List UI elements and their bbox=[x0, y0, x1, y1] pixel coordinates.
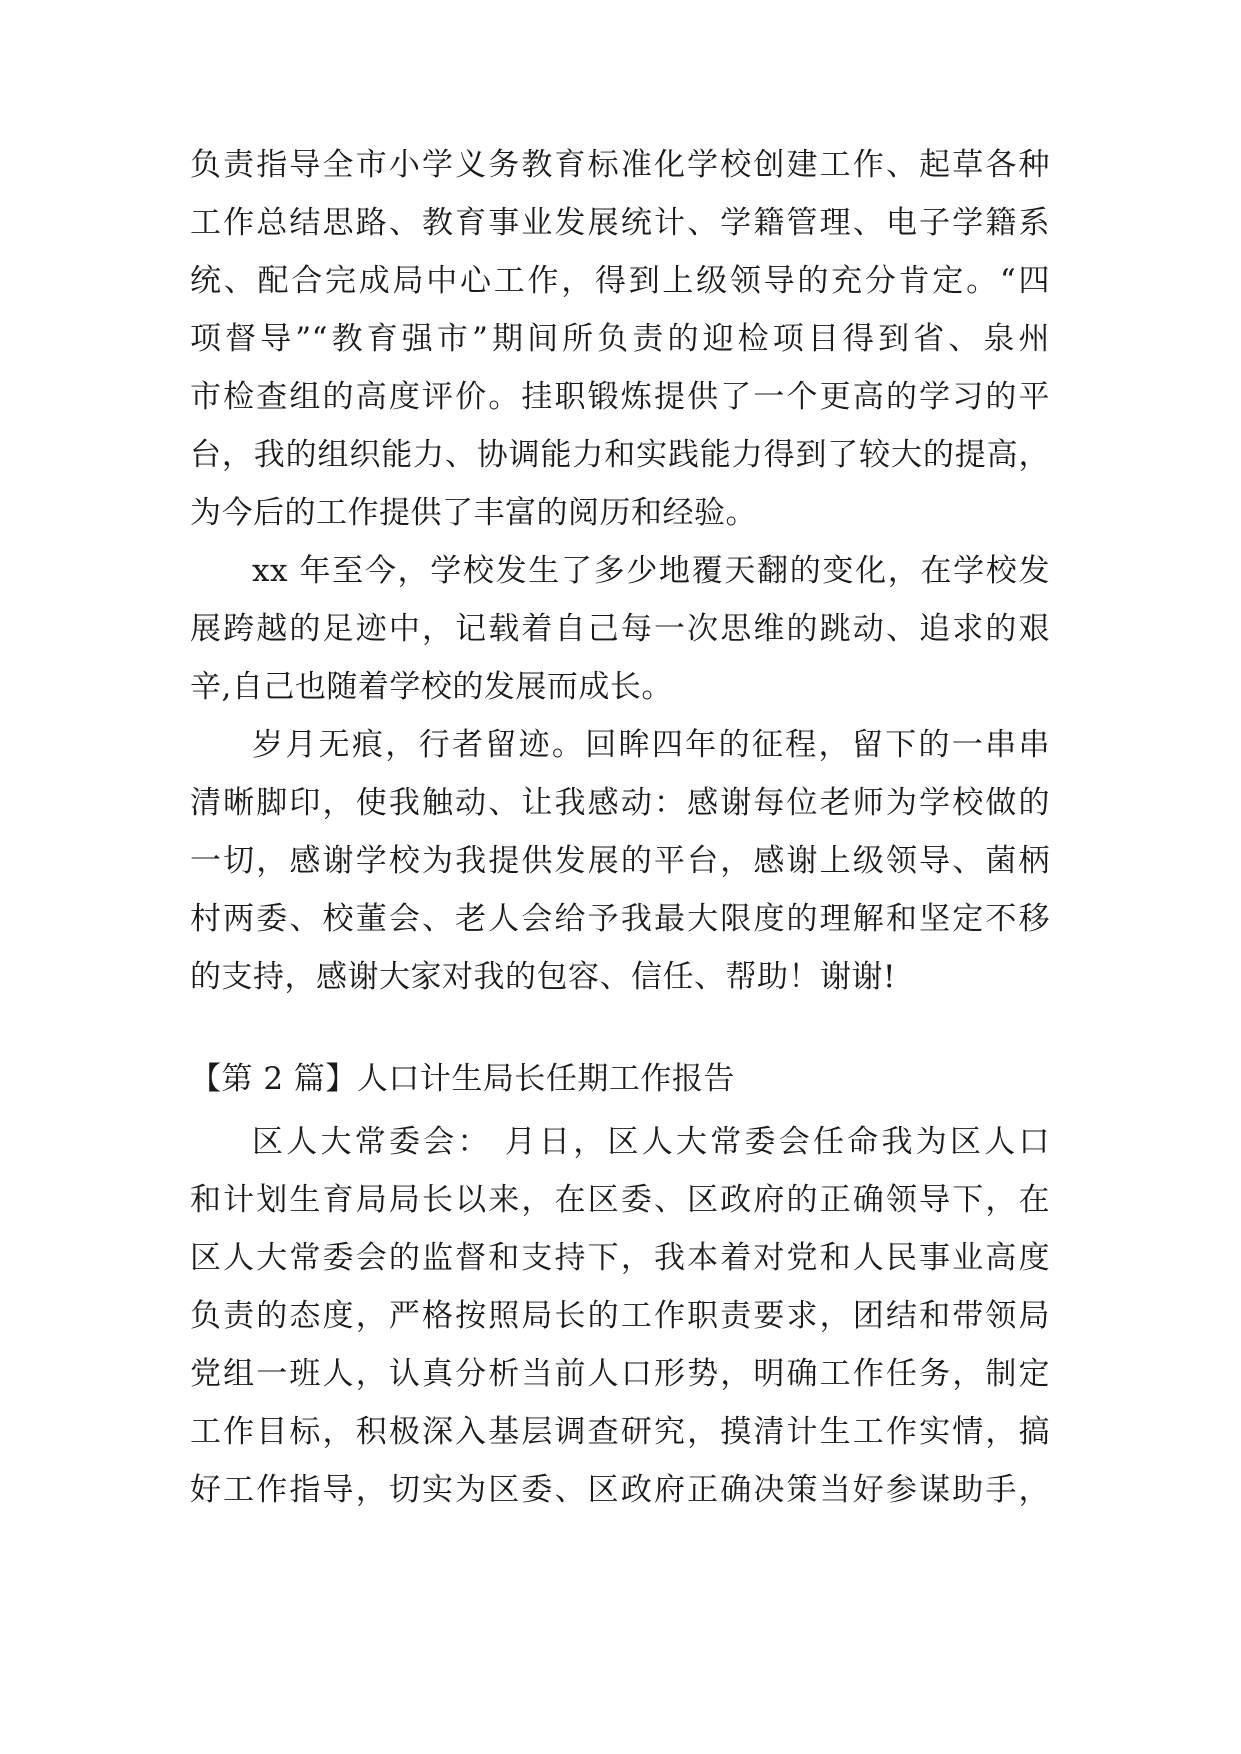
paragraph-line: 展跨越的足迹中，记载着自己每一次思维的跳动、追求的艰 bbox=[190, 611, 1050, 647]
paragraph-line: 一切，感谢学校为我提供发展的平台，感谢上级领导、菌柄 bbox=[190, 843, 1050, 879]
paragraph-line: 统、配合完成局中心工作，得到上级领导的充分肯定。“四 bbox=[190, 263, 1050, 299]
paragraph-line: 区人大常委会的监督和支持下，我本着对党和人民事业高度 bbox=[190, 1240, 1050, 1276]
paragraph-line: 辛,自己也随着学校的发展而成长。 bbox=[190, 669, 673, 705]
paragraph-line: 村两委、校董会、老人会给予我最大限度的理解和坚定不移 bbox=[190, 901, 1050, 937]
paragraph-line: 清晰脚印，使我触动、让我感动：感谢每位老师为学校做的 bbox=[190, 785, 1050, 821]
paragraph-line: xx 年至今，学校发生了多少地覆天翻的变化，在学校发 bbox=[252, 553, 1050, 589]
paragraph-line: 项督导”“教育强市”期间所负责的迎检项目得到省、泉州 bbox=[190, 321, 1050, 357]
section-heading: 【第 2 篇】人口计生局长任期工作报告 bbox=[190, 1061, 735, 1097]
paragraph-line: 党组一班人，认真分析当前人口形势，明确工作任务，制定 bbox=[190, 1356, 1050, 1392]
paragraph-line: 的支持，感谢大家对我的包容、信任、帮助！谢谢! bbox=[190, 959, 896, 995]
paragraph-line: 好工作指导，切实为区委、区政府正确决策当好参谋助手， bbox=[190, 1472, 1050, 1508]
paragraph-line: 负责的态度，严格按照局长的工作职责要求，团结和带领局 bbox=[190, 1298, 1050, 1334]
paragraph-line: 区人大常委会： 月日，区人大常委会任命我为区人口 bbox=[252, 1124, 1050, 1160]
paragraph-line: 工作总结思路、教育事业发展统计、学籍管理、电子学籍系 bbox=[190, 205, 1050, 241]
paragraph-line: 负责指导全市小学义务教育标准化学校创建工作、起草各种 bbox=[190, 147, 1050, 183]
paragraph-line: 市检查组的高度评价。挂职锻炼提供了一个更高的学习的平 bbox=[190, 379, 1050, 415]
paragraph-line: 和计划生育局局长以来，在区委、区政府的正确领导下，在 bbox=[190, 1182, 1050, 1218]
paragraph-line: 台，我的组织能力、协调能力和实践能力得到了较大的提高， bbox=[190, 437, 1050, 473]
paragraph-line: 为今后的工作提供了丰富的阅历和经验。 bbox=[190, 495, 757, 531]
paragraph-line: 工作目标，积极深入基层调查研究，摸清计生工作实情，搞 bbox=[190, 1414, 1050, 1450]
paragraph-line: 岁月无痕，行者留迹。回眸四年的征程，留下的一串串 bbox=[252, 727, 1050, 763]
